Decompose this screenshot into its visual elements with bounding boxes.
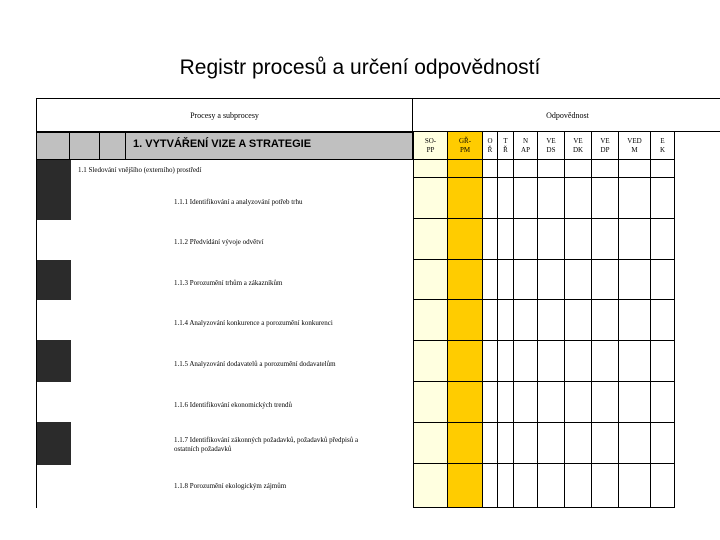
responsibility-cell[interactable]	[619, 260, 650, 300]
responsibility-cell[interactable]	[565, 341, 591, 382]
responsibility-cell[interactable]	[619, 160, 650, 178]
responsibility-column	[564, 132, 591, 508]
responsibility-cell[interactable]	[483, 132, 497, 160]
responsibility-cell[interactable]	[651, 178, 674, 219]
responsibility-cell[interactable]	[414, 300, 447, 341]
responsibility-cell[interactable]	[414, 132, 447, 160]
column-header: N AP	[521, 137, 530, 154]
responsibility-cell[interactable]	[538, 132, 564, 160]
responsibility-cell[interactable]	[538, 160, 564, 178]
process-row-label: 1.1.8 Porozumění ekologickým zájmům	[174, 482, 287, 490]
responsibility-cell[interactable]	[498, 423, 513, 464]
responsibility-cell[interactable]	[483, 219, 497, 260]
responsibility-cell[interactable]	[514, 300, 537, 341]
responsibility-cell[interactable]	[651, 132, 674, 160]
responsibility-cell[interactable]	[514, 160, 537, 178]
responsibility-cell[interactable]	[498, 160, 513, 178]
responsibility-cell[interactable]	[483, 423, 497, 464]
responsibility-cell[interactable]	[619, 300, 650, 341]
responsibility-cell[interactable]	[592, 260, 618, 300]
responsibility-cell[interactable]	[448, 219, 482, 260]
column-header: VE DK	[572, 137, 584, 154]
responsibility-cell[interactable]	[592, 423, 618, 464]
responsibility-cell[interactable]	[483, 260, 497, 300]
responsibility-cell[interactable]	[483, 382, 497, 423]
row-marker	[37, 260, 71, 300]
responsibility-cell[interactable]	[538, 464, 564, 508]
header-processes: Procesy a subprocesy	[36, 98, 413, 132]
responsibility-cell[interactable]	[651, 423, 674, 464]
responsibility-cell[interactable]	[448, 132, 482, 160]
responsibility-cell[interactable]	[565, 219, 591, 260]
responsibility-cell[interactable]	[498, 132, 513, 160]
column-header: GŘ- PM	[458, 137, 472, 154]
process-row-label: 1.1.7 Identifikování zákonných požadavků, požadavků předpisů a ostatních požadavků	[174, 436, 359, 453]
responsibility-cell[interactable]	[619, 219, 650, 260]
responsibility-cell[interactable]	[514, 132, 537, 160]
process-row-label: 1.1.2 Předvídání vývoje odvětví	[174, 238, 264, 246]
responsibility-cell[interactable]	[414, 219, 447, 260]
responsibility-cell[interactable]	[483, 160, 497, 178]
responsibility-cell[interactable]	[538, 423, 564, 464]
responsibility-cell[interactable]	[565, 260, 591, 300]
responsibility-cell[interactable]	[592, 160, 618, 178]
responsibility-cell[interactable]	[565, 132, 591, 160]
column-header: E K	[659, 137, 666, 154]
responsibility-cell[interactable]	[414, 464, 447, 508]
responsibility-column	[513, 132, 537, 508]
responsibility-cell[interactable]	[538, 219, 564, 260]
column-header: VED M	[627, 137, 642, 154]
responsibility-cell[interactable]	[565, 178, 591, 219]
responsibility-cell[interactable]	[619, 132, 650, 160]
responsibility-cell[interactable]	[565, 382, 591, 423]
responsibility-cell[interactable]	[651, 260, 674, 300]
responsibility-cell[interactable]	[565, 464, 591, 508]
responsibility-cell[interactable]	[565, 300, 591, 341]
responsibility-cell[interactable]	[538, 260, 564, 300]
responsibility-cell[interactable]	[414, 178, 447, 219]
responsibility-cell[interactable]	[483, 341, 497, 382]
process-rows	[36, 160, 414, 508]
responsibility-cell[interactable]	[483, 300, 497, 341]
responsibility-cell[interactable]	[448, 382, 482, 423]
responsibility-cell[interactable]	[592, 300, 618, 341]
responsibility-cell[interactable]	[538, 341, 564, 382]
responsibility-cell[interactable]	[483, 178, 497, 219]
responsibility-cell[interactable]	[651, 219, 674, 260]
responsibility-column	[650, 132, 675, 508]
responsibility-cell[interactable]	[448, 260, 482, 300]
section-label: 1. VYTVÁŘENÍ VIZE A STRATEGIE	[133, 138, 312, 150]
responsibility-cell[interactable]	[498, 219, 513, 260]
column-header: VE DS	[546, 137, 556, 154]
responsibility-cell[interactable]	[514, 178, 537, 219]
responsibility-cell[interactable]	[498, 464, 513, 508]
responsibility-cell[interactable]	[414, 423, 447, 464]
responsibility-cell[interactable]	[592, 464, 618, 508]
row-marker	[37, 160, 71, 220]
responsibility-cell[interactable]	[565, 423, 591, 464]
responsibility-cell[interactable]	[498, 178, 513, 219]
process-table	[36, 98, 685, 508]
group-label: 1.1 Sledování vnějšího (externího) prostředí	[78, 166, 202, 174]
responsibility-cell[interactable]	[619, 464, 650, 508]
responsibility-cell[interactable]	[651, 464, 674, 508]
responsibility-cell[interactable]	[538, 300, 564, 341]
process-row-label: 1.1.3 Porozumění trhům a zákazníkům	[174, 279, 283, 287]
process-row-label: 1.1.4 Analyzování konkurence a porozumění konkurenci	[174, 319, 333, 327]
responsibility-cell[interactable]	[498, 341, 513, 382]
column-header: O Ř	[487, 137, 493, 154]
responsibility-cell[interactable]	[592, 132, 618, 160]
responsibility-cell[interactable]	[414, 382, 447, 423]
column-header: SO- PP	[424, 137, 437, 154]
row-marker	[37, 422, 71, 465]
responsibility-cell[interactable]	[514, 260, 537, 300]
responsibility-cell[interactable]	[514, 341, 537, 382]
responsibility-column	[482, 132, 497, 508]
responsibility-column	[618, 132, 650, 508]
responsibility-column	[413, 132, 447, 508]
responsibility-cell[interactable]	[498, 382, 513, 423]
responsibility-cell[interactable]	[592, 219, 618, 260]
responsibility-cell[interactable]	[414, 341, 447, 382]
column-header: VE DP	[600, 137, 610, 154]
header-responsibility: Odpovědnost	[413, 98, 720, 132]
responsibility-cell[interactable]	[448, 341, 482, 382]
page-title: Registr procesů a určení odpovědností	[179, 56, 541, 79]
responsibility-cell[interactable]	[448, 423, 482, 464]
responsibility-cell[interactable]	[619, 382, 650, 423]
responsibility-column	[497, 132, 513, 508]
responsibility-cell[interactable]	[592, 382, 618, 423]
responsibility-cell[interactable]	[619, 178, 650, 219]
responsibility-cell[interactable]	[414, 260, 447, 300]
responsibility-column	[591, 132, 618, 508]
row-marker	[37, 340, 71, 382]
process-row-label: 1.1.1 Identifikování a analyzování potřeb trhu	[174, 198, 303, 206]
responsibility-cell[interactable]	[448, 300, 482, 341]
responsibility-cell[interactable]	[514, 423, 537, 464]
responsibility-cell[interactable]	[514, 464, 537, 508]
responsibility-cell[interactable]	[498, 300, 513, 341]
responsibility-cell[interactable]	[448, 178, 482, 219]
responsibility-cell[interactable]	[565, 160, 591, 178]
responsibility-cell[interactable]	[592, 341, 618, 382]
responsibility-column	[537, 132, 564, 508]
section-row	[36, 132, 413, 160]
responsibility-cell[interactable]	[498, 260, 513, 300]
process-row-label: 1.1.5 Analyzování dodavatelů a porozumění dodavatelům	[174, 360, 336, 368]
responsibility-cell[interactable]	[651, 160, 674, 178]
responsibility-cell[interactable]	[538, 382, 564, 423]
column-header: T Ř	[503, 137, 508, 154]
responsibility-cell[interactable]	[448, 160, 482, 178]
responsibility-cell[interactable]	[514, 382, 537, 423]
responsibility-cell[interactable]	[651, 341, 674, 382]
process-row-label: 1.1.6 Identifikování ekonomických trendů	[174, 401, 292, 409]
responsibility-cell[interactable]	[514, 219, 537, 260]
responsibility-column	[447, 132, 482, 508]
responsibility-cell[interactable]	[592, 178, 618, 219]
responsibility-cell[interactable]	[651, 382, 674, 423]
responsibility-cell[interactable]	[619, 423, 650, 464]
responsibility-cell[interactable]	[651, 300, 674, 341]
responsibility-cell[interactable]	[619, 341, 650, 382]
responsibility-cell[interactable]	[483, 464, 497, 508]
responsibility-cell[interactable]	[448, 464, 482, 508]
responsibility-cell[interactable]	[538, 178, 564, 219]
responsibility-cell[interactable]	[414, 160, 447, 178]
